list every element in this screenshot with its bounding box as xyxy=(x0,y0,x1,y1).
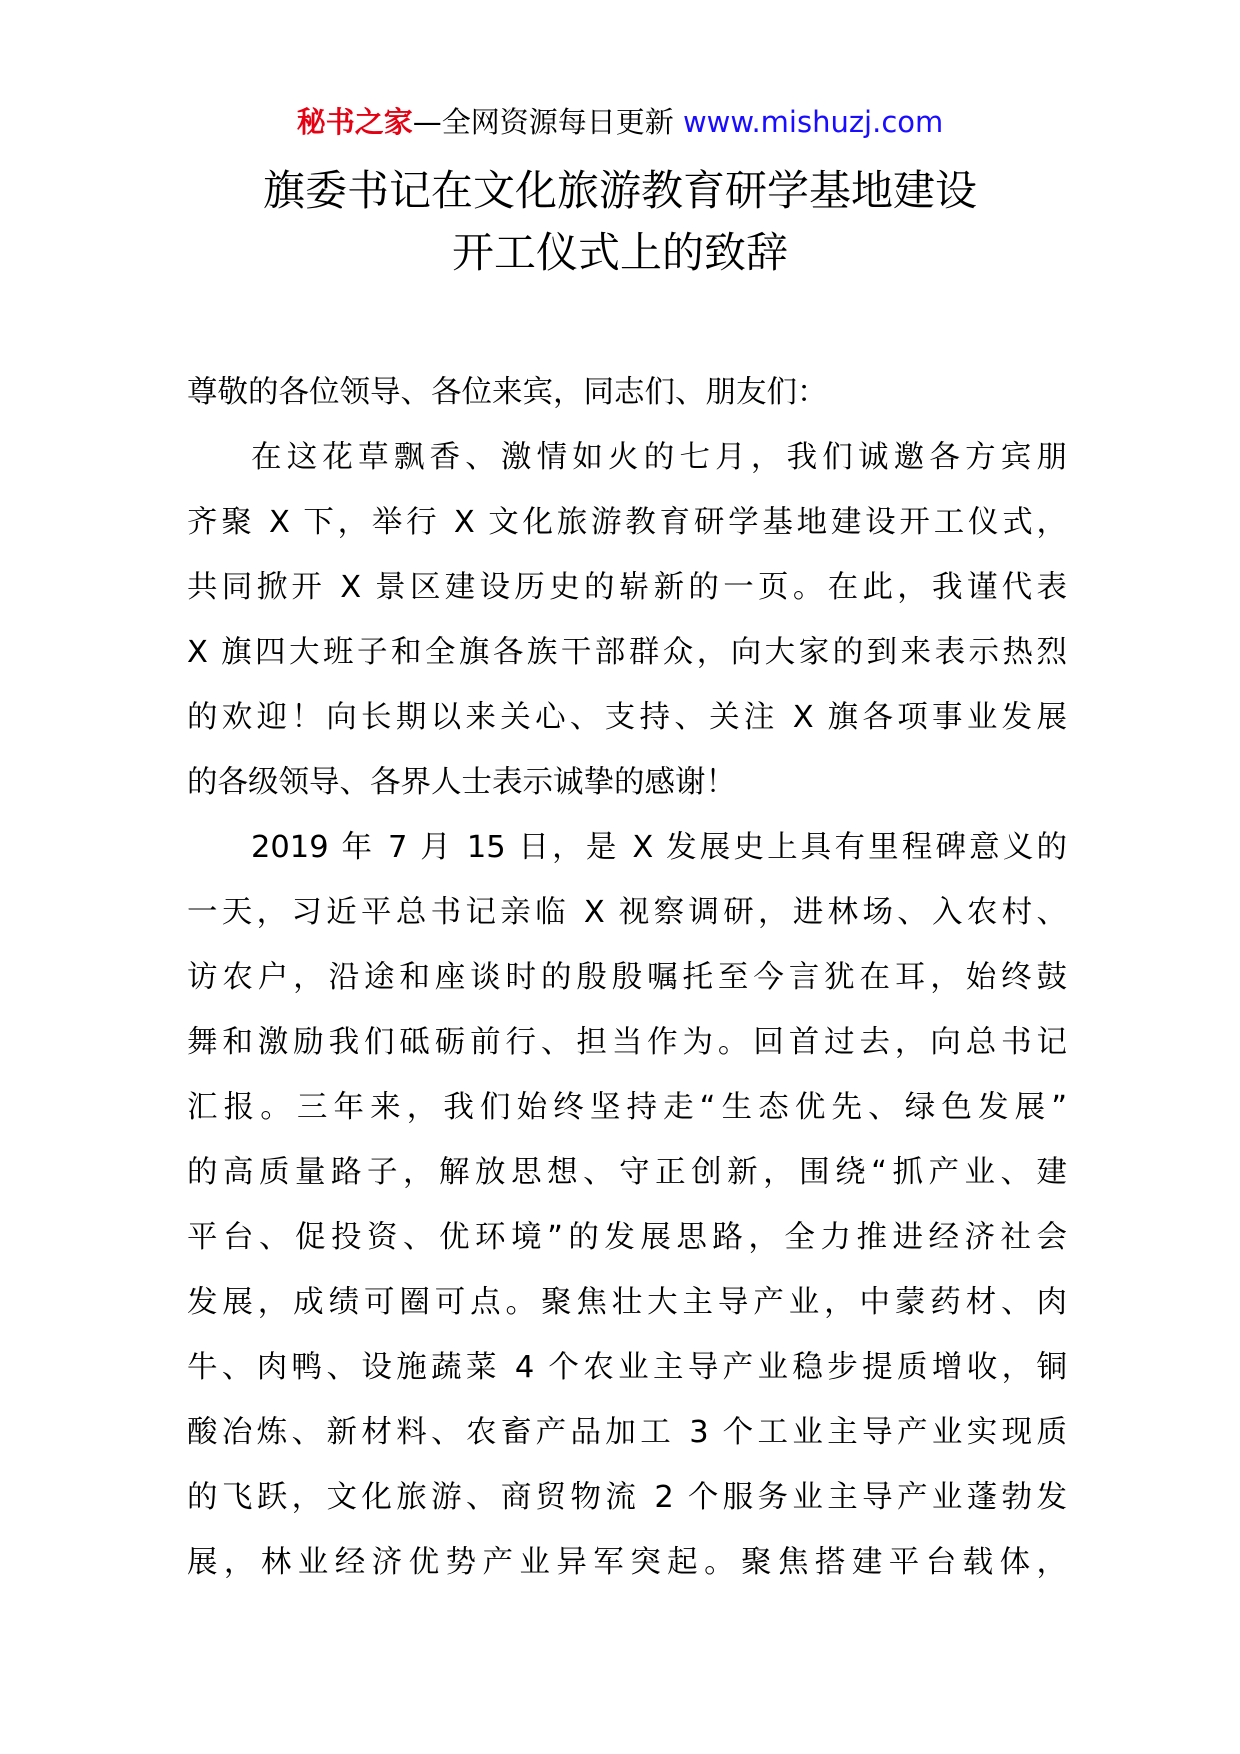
site-header xyxy=(0,100,1240,144)
paragraph-2-line: 的飞跃，文化旅游、商贸物流 2 个服务业主导产业蓬勃发 xyxy=(187,1480,1067,1515)
salutation-line: 尊敬的各位领导、各位来宾，同志们、朋友们： xyxy=(187,375,828,410)
title-line-1: 旗委书记在文化旅游教育研学基地建设 xyxy=(262,166,977,215)
paragraph-2-line: 牛、肉鸭、设施蔬菜 4 个农业主导产业稳步提质增收，铜 xyxy=(187,1350,1067,1385)
site-url-link[interactable]: www.mishuzj.com xyxy=(682,105,944,139)
paragraph-2-line: 一天，习近平总书记亲临 X 视察调研，进林场、入农村、 xyxy=(187,895,1067,930)
document-body xyxy=(187,360,1067,1595)
paragraph-1-line: 共同掀开 X 景区建设历史的崭新的一页。在此，我谨代表 xyxy=(187,570,1067,605)
document-title xyxy=(0,160,1240,284)
paragraph-2-line: 酸冶炼、新材料、农畜产品加工 3 个工业主导产业实现质 xyxy=(187,1415,1067,1450)
paragraph-2-line: 发展，成绩可圈可点。聚焦壮大主导产业，中蒙药材、肉 xyxy=(187,1285,1067,1320)
paragraph-2-line: 舞和激励我们砥砺前行、担当作为。回首过去，向总书记 xyxy=(187,1025,1067,1060)
paragraph-1-line: X 旗四大班子和全旗各族干部群众，向大家的到来表示热烈 xyxy=(187,635,1067,670)
paragraph-1-line: 的欢迎！向长期以来关心、支持、关注 X 旗各项事业发展 xyxy=(187,700,1067,735)
paragraph-2-line: 汇报。三年来，我们始终坚持走“生态优先、绿色发展” xyxy=(187,1090,1067,1125)
paragraph-2-line: 的高质量路子，解放思想、守正创新，围绕“抓产业、建 xyxy=(187,1155,1067,1190)
title-line-2: 开工仪式上的致辞 xyxy=(451,228,788,277)
paragraph-1-line: 的各级领导、各界人士表示诚挚的感谢！ xyxy=(187,765,736,800)
brand-name: 秘书之家 xyxy=(296,105,413,139)
paragraph-2-line: 展，林业经济优势产业异军突起。聚焦搭建平台载体， xyxy=(187,1545,1067,1580)
paragraph-2-line: 2019 年 7 月 15 日，是 X 发展史上具有里程碑意义的 xyxy=(251,830,1067,865)
paragraph-1-line: 齐聚 X 下，举行 X 文化旅游教育研学基地建设开工仪式， xyxy=(187,505,1067,540)
paragraph-2-line: 访农户，沿途和座谈时的殷殷嘱托至今言犹在耳，始终鼓 xyxy=(187,960,1067,995)
paragraph-2-line: 平台、促投资、优环境”的发展思路，全力推进经济社会 xyxy=(187,1220,1067,1255)
paragraph-1-line: 在这花草飘香、激情如火的七月，我们诚邀各方宾朋 xyxy=(251,440,1067,475)
header-tagline: —全网资源每日更新 xyxy=(412,105,683,139)
